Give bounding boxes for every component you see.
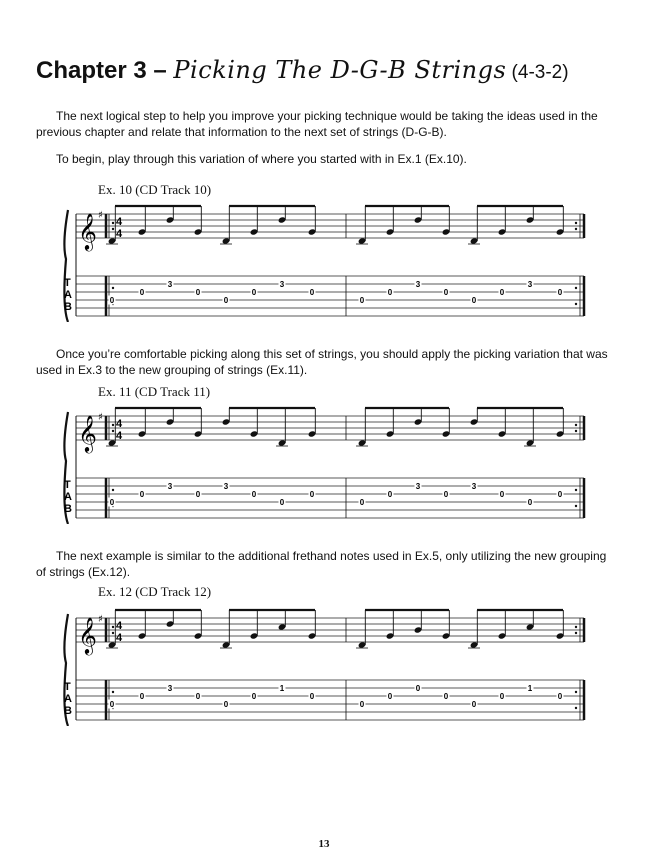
- tab-fret-number: 0: [109, 296, 115, 305]
- tab-repeat-end-dot: [575, 505, 577, 507]
- tab-fret-number: 0: [109, 700, 115, 709]
- tab-fret-number: 0: [443, 288, 449, 297]
- ex10-staff: [60, 198, 600, 322]
- key-signature-sharp: ♯: [98, 412, 103, 423]
- repeat-end-dot: [575, 626, 577, 628]
- ex11-caption: Ex. 11 (CD Track 11): [98, 384, 211, 399]
- tab-fret-number: 0: [527, 498, 533, 507]
- tab-fret-number: 3: [471, 482, 477, 491]
- page-number: 13: [318, 838, 330, 850]
- tab-fret-number: 3: [415, 280, 421, 289]
- ex10-notation: [60, 198, 600, 322]
- tab-fret-number: 0: [557, 490, 563, 499]
- tab-fret-number: 1: [279, 684, 285, 693]
- ex10-instruction: To begin, play through this variation of where you started with in Ex.1 (Ex.10).: [56, 152, 467, 166]
- repeat-dot: [112, 632, 114, 634]
- tab-fret-number: 3: [527, 280, 533, 289]
- tab-fret-number: 0: [415, 684, 421, 693]
- key-signature-sharp: ♯: [98, 210, 103, 221]
- ex12-instruction: The next example is similar to the additional frethand notes used in Ex.5, only utilizing the new grouping of strings (Ex.12).: [36, 549, 607, 579]
- tab-fret-number: 3: [167, 482, 173, 491]
- tab-fret-number: 0: [387, 692, 393, 701]
- tab-fret-number: 3: [415, 482, 421, 491]
- intro-paragraph: The next logical step to help you improve your picking technique would be taking the ideas used in the previous chapter and relate that information to the next set of strings (D-G-B).: [36, 109, 598, 139]
- tab-label-letter: T: [64, 277, 71, 289]
- ex11-instruction: Once you’re comfortable picking along this set of strings, you should apply the picking variation that was used in Ex.3 to the new grouping of strings (Ex.11).: [36, 347, 608, 377]
- tab-fret-number: 0: [359, 700, 365, 709]
- ex12-notation: [60, 602, 600, 726]
- repeat-dot: [112, 222, 114, 224]
- repeat-end-dot: [575, 222, 577, 224]
- tab-fret-number: 0: [195, 692, 201, 701]
- tab-repeat-dot: [112, 489, 114, 491]
- tab-fret-number: 0: [499, 288, 505, 297]
- tab-fret-number: 0: [499, 490, 505, 499]
- tab-fret-number: 3: [167, 684, 173, 693]
- tab-label-letter: B: [64, 503, 72, 515]
- repeat-dot: [112, 626, 114, 628]
- tab-repeat-end-dot: [575, 287, 577, 289]
- ex11-staff: [60, 400, 600, 524]
- tab-fret-number: 1: [527, 684, 533, 693]
- treble-clef-icon: 𝄞: [78, 414, 97, 452]
- tab-fret-number: 0: [557, 288, 563, 297]
- chapter-title-strings: (4-3-2): [506, 62, 569, 83]
- repeat-end-dot: [575, 424, 577, 426]
- tab-fret-number: 0: [109, 498, 115, 507]
- time-signature-bottom: 4: [116, 228, 123, 240]
- tab-label-letter: A: [64, 693, 72, 705]
- tab-fret-number: 0: [195, 288, 201, 297]
- time-signature-top: 4: [116, 216, 123, 228]
- tab-fret-number: 0: [499, 692, 505, 701]
- treble-clef-icon: 𝄞: [78, 212, 97, 250]
- chapter-title-script: Picking The D-G-B Strings: [173, 56, 507, 84]
- repeat-dot: [112, 424, 114, 426]
- tab-fret-number: 0: [387, 490, 393, 499]
- tab-fret-number: 0: [251, 490, 257, 499]
- tab-fret-number: 0: [195, 490, 201, 499]
- tab-fret-number: 0: [139, 692, 145, 701]
- tab-fret-number: 0: [557, 692, 563, 701]
- tab-fret-number: 0: [309, 692, 315, 701]
- chapter-title-label: Chapter 3 –: [36, 57, 174, 84]
- tab-label-letter: A: [64, 491, 72, 503]
- tab-fret-number: 0: [251, 288, 257, 297]
- tab-fret-number: 3: [223, 482, 229, 491]
- tab-fret-number: 0: [223, 700, 229, 709]
- tab-fret-number: 0: [279, 498, 285, 507]
- tab-repeat-dot: [112, 287, 114, 289]
- tab-fret-number: 0: [443, 692, 449, 701]
- tab-fret-number: 0: [139, 490, 145, 499]
- time-signature-top: 4: [116, 620, 123, 632]
- repeat-end-dot: [575, 430, 577, 432]
- time-signature-top: 4: [116, 418, 123, 430]
- tab-repeat-end-dot: [575, 707, 577, 709]
- repeat-end-dot: [575, 632, 577, 634]
- tab-repeat-end-dot: [575, 303, 577, 305]
- repeat-dot: [112, 228, 114, 230]
- tab-fret-number: 0: [359, 296, 365, 305]
- tab-fret-number: 0: [251, 692, 257, 701]
- time-signature-bottom: 4: [116, 430, 123, 442]
- tab-fret-number: 0: [359, 498, 365, 507]
- tab-fret-number: 0: [443, 490, 449, 499]
- tab-fret-number: 3: [279, 280, 285, 289]
- key-signature-sharp: ♯: [98, 614, 103, 625]
- ex10-caption: Ex. 10 (CD Track 10): [98, 182, 212, 197]
- tab-label-letter: T: [64, 681, 71, 693]
- tab-fret-number: 0: [309, 490, 315, 499]
- tab-repeat-end-dot: [575, 489, 577, 491]
- tab-label-letter: B: [64, 301, 72, 313]
- tab-fret-number: 0: [309, 288, 315, 297]
- repeat-dot: [112, 430, 114, 432]
- ex12-staff: [60, 602, 600, 726]
- tab-fret-number: 0: [387, 288, 393, 297]
- tab-label-letter: T: [64, 479, 71, 491]
- tab-fret-number: 0: [471, 296, 477, 305]
- tab-fret-number: 0: [471, 700, 477, 709]
- tab-fret-number: 0: [139, 288, 145, 297]
- treble-clef-icon: 𝄞: [78, 616, 97, 654]
- chapter-title: [36, 56, 569, 85]
- time-signature-bottom: 4: [116, 632, 123, 644]
- ex12-caption: Ex. 12 (CD Track 12): [98, 584, 212, 599]
- tab-repeat-end-dot: [575, 691, 577, 693]
- tab-label-letter: A: [64, 289, 72, 301]
- tab-label-letter: B: [64, 705, 72, 717]
- tab-fret-number: 3: [167, 280, 173, 289]
- tab-fret-number: 0: [223, 296, 229, 305]
- tab-repeat-dot: [112, 691, 114, 693]
- ex11-notation: [60, 400, 600, 524]
- repeat-end-dot: [575, 228, 577, 230]
